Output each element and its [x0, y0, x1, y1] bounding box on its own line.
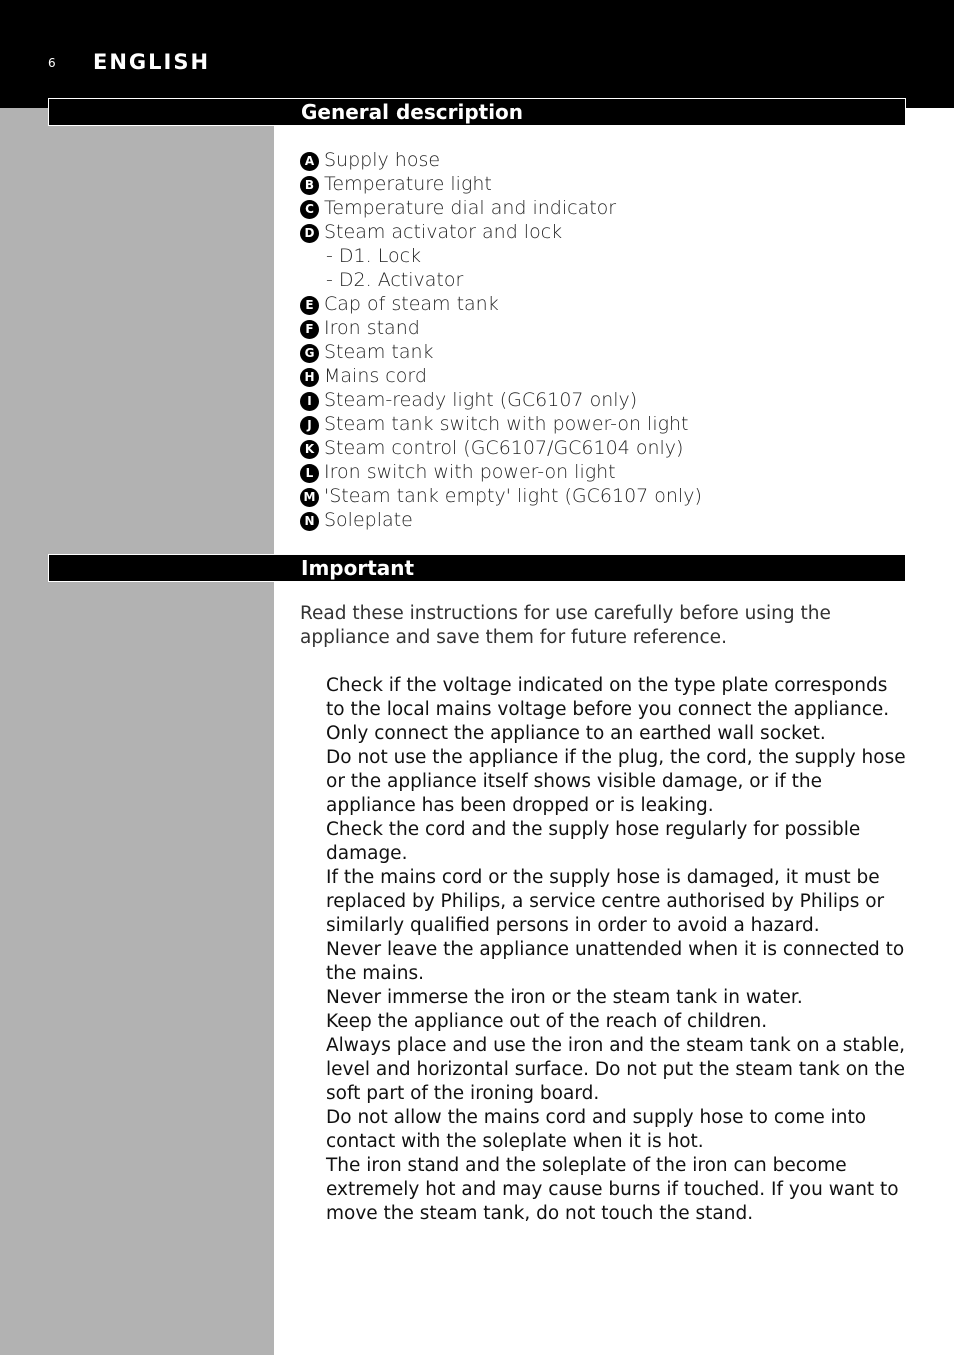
warning-item: Keep the appliance out of the reach of children. [326, 1011, 768, 1032]
section-header-important [48, 554, 906, 582]
section-title: General description [301, 100, 524, 124]
header-bar [0, 0, 954, 108]
warning-item: The iron stand and the soleplate of the iron can become extremely hot and may cause burns if touched. If you want to move the steam tank, do not touch the stand. [326, 1155, 899, 1224]
part-label: Supply hose [324, 149, 441, 171]
part-item [300, 484, 702, 508]
part-item [300, 364, 702, 388]
warning-item: Only connect the appliance to an earthed wall socket. [326, 723, 826, 744]
page-number: 6 [48, 56, 56, 70]
part-label: Cap of steam tank [324, 293, 499, 315]
part-letter-badge: B [300, 176, 319, 195]
part-label: Temperature dial and indicator [324, 197, 617, 219]
left-margin-column [0, 108, 274, 1355]
part-label: Steam tank switch with power-on light [324, 413, 689, 435]
part-item [300, 388, 702, 412]
warning-item: Check if the voltage indicated on the type plate corresponds to the local mains voltage before you connect the appliance. [326, 675, 890, 720]
part-item [300, 412, 702, 436]
part-label: Steam activator and lock [324, 221, 563, 243]
part-item [300, 436, 702, 460]
warnings-list [326, 674, 906, 1226]
section-header-general-description [48, 98, 906, 126]
part-letter-badge: C [300, 200, 319, 219]
part-letter-badge: E [300, 296, 319, 315]
part-item [300, 196, 702, 220]
part-label: - D2. Activator [326, 269, 464, 291]
part-label: - D1. Lock [326, 245, 422, 267]
warning-item: Always place and use the iron and the steam tank on a stable, level and horizontal surface. Do not put the steam tank on the soft part of the ironing board. [326, 1035, 906, 1104]
part-letter-badge: K [300, 440, 319, 459]
part-letter-badge: D [300, 224, 319, 243]
part-label: Iron switch with power-on light [324, 461, 616, 483]
part-letter-badge: I [300, 392, 319, 411]
part-label: Steam-ready light (GC6107 only) [324, 389, 638, 411]
warning-item: Do not use the appliance if the plug, the cord, the supply hose or the appliance itself shows visible damage, or if the appliance has been dropped or is leaking. [326, 747, 906, 816]
part-letter-badge: N [300, 512, 319, 531]
part-label: Soleplate [324, 509, 413, 531]
section-title: Important [301, 556, 415, 580]
part-item [300, 148, 702, 172]
warning-item: Check the cord and the supply hose regularly for possible damage. [326, 819, 861, 864]
part-letter-badge: L [300, 464, 319, 483]
part-item [300, 340, 702, 364]
part-letter-badge: H [300, 368, 319, 387]
parts-list [300, 148, 702, 532]
part-letter-badge: G [300, 344, 319, 363]
part-item [300, 292, 702, 316]
part-label: Temperature light [324, 173, 492, 195]
part-item [300, 220, 702, 244]
warning-item: If the mains cord or the supply hose is damaged, it must be replaced by Philips, a service centre authorised by Philips or similarly qualified persons in order to avoid a hazard. [326, 867, 885, 936]
language-label: ENGLISH [93, 50, 211, 74]
part-item [300, 244, 702, 268]
warning-item: Never leave the appliance unattended when it is connected to the mains. [326, 939, 905, 984]
part-letter-badge: J [300, 416, 319, 435]
part-label: 'Steam tank empty' light (GC6107 only) [324, 485, 702, 507]
warning-item: Do not allow the mains cord and supply hose to come into contact with the soleplate when it is hot. [326, 1107, 867, 1152]
part-item [300, 460, 702, 484]
part-item [300, 508, 702, 532]
part-label: Steam control (GC6107/GC6104 only) [324, 437, 684, 459]
intro-paragraph: Read these instructions for use carefully before using the appliance and save them for future reference. [300, 603, 831, 648]
part-letter-badge: A [300, 152, 319, 171]
warning-item: Never immerse the iron or the steam tank in water. [326, 987, 803, 1008]
part-item [300, 172, 702, 196]
part-label: Steam tank [324, 341, 434, 363]
part-label: Iron stand [324, 317, 420, 339]
part-label: Mains cord [324, 365, 427, 387]
part-letter-badge: F [300, 320, 319, 339]
part-item [300, 316, 702, 340]
part-item [300, 268, 702, 292]
part-letter-badge: M [300, 488, 319, 507]
